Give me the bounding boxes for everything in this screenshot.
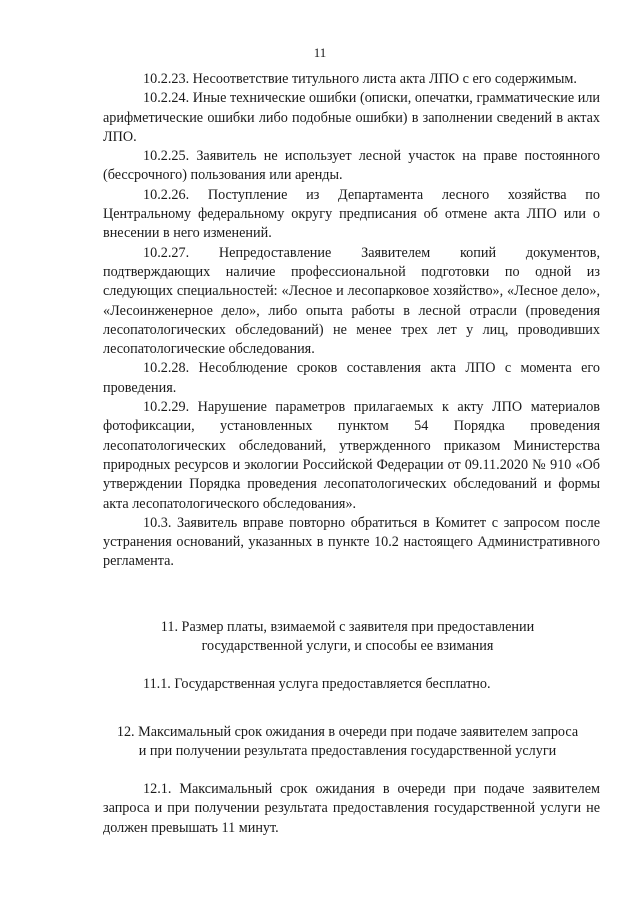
paragraph-10-2-27: 10.2.27. Непредоставление Заявителем копий документов, подтверждающих наличие профессиональной подготовки по одной из следующих специальностей: «Лесное и лесопарковое хозяйство», «Лесное дело», «Лесоинженерное дело», либо опыта работы в лесной отрасли (проведения лесопатологических обследований) не менее трех лет у лиц, проводивших лесопатологические обследования. [103,244,600,358]
paragraph-10-2-28: 10.2.28. Несоблюдение сроков составления акта ЛПО с момента его проведения. [103,360,600,396]
paragraph-10-2-25: 10.2.25. Заявитель не использует лесной участок на праве постоянного (бессрочного) пользования или аренды. [103,148,600,184]
paragraph-11-1: 11.1. Государственная услуга предоставляется бесплатно. [143,676,491,692]
paragraph-10-2-29: 10.2.29. Нарушение параметров прилагаемых к акту ЛПО материалов фотофиксации, установленных пунктом 54 Порядка проведения лесопатологических обследований, утвержденного приказом Министерства природных ресурсов и экологии Российской Федерации от 09.11.2020 № 910 «Об утверждении Порядка проведения лесопатологических обследований и формы акта лесопатологического обследования». [103,399,600,512]
page-number: 11 [313,45,327,60]
document-body [103,70,600,572]
paragraph-12-1: 12.1. Максимальный срок ожидания в очереди при подаче заявителем запроса и при получении результата предоставления государственной услуги не должен превышать 11 минут. [103,781,600,836]
section-11-heading-line-1: 11. Размер платы, взимаемой с заявителя при предоставлении [160,619,535,635]
paragraph-10-3: 10.3. Заявитель вправе повторно обратиться в Комитет с запросом после устранения оснований, указанных в пункте 10.2 настоящего Административного регламента. [103,514,600,570]
section-12-heading-line-2: и при получении результата предоставления государственной услуги [138,743,557,760]
paragraph-10-2-23: 10.2.23. Несоответствие титульного листа акта ЛПО с его содержимым. [143,71,577,87]
section-11-heading-line-2: государственной услуги, и способы ее взимания [201,638,494,655]
section-12-heading-line-1: 12. Максимальный срок ожидания в очереди при подаче заявителем запроса [116,724,579,740]
paragraph-10-2-24: 10.2.24. Иные технические ошибки (описки, опечатки, грамматические или арифметические ошибки либо подобные ошибки) в заполнении сведений в актах ЛПО. [103,90,600,145]
paragraph-10-2-26: 10.2.26. Поступление из Департамента лесного хозяйства по Центральному федеральному округу предписания об отмене акта ЛПО или о внесении в него изменений. [103,186,600,242]
section-11-heading [95,618,600,657]
section-12-heading [95,723,600,762]
